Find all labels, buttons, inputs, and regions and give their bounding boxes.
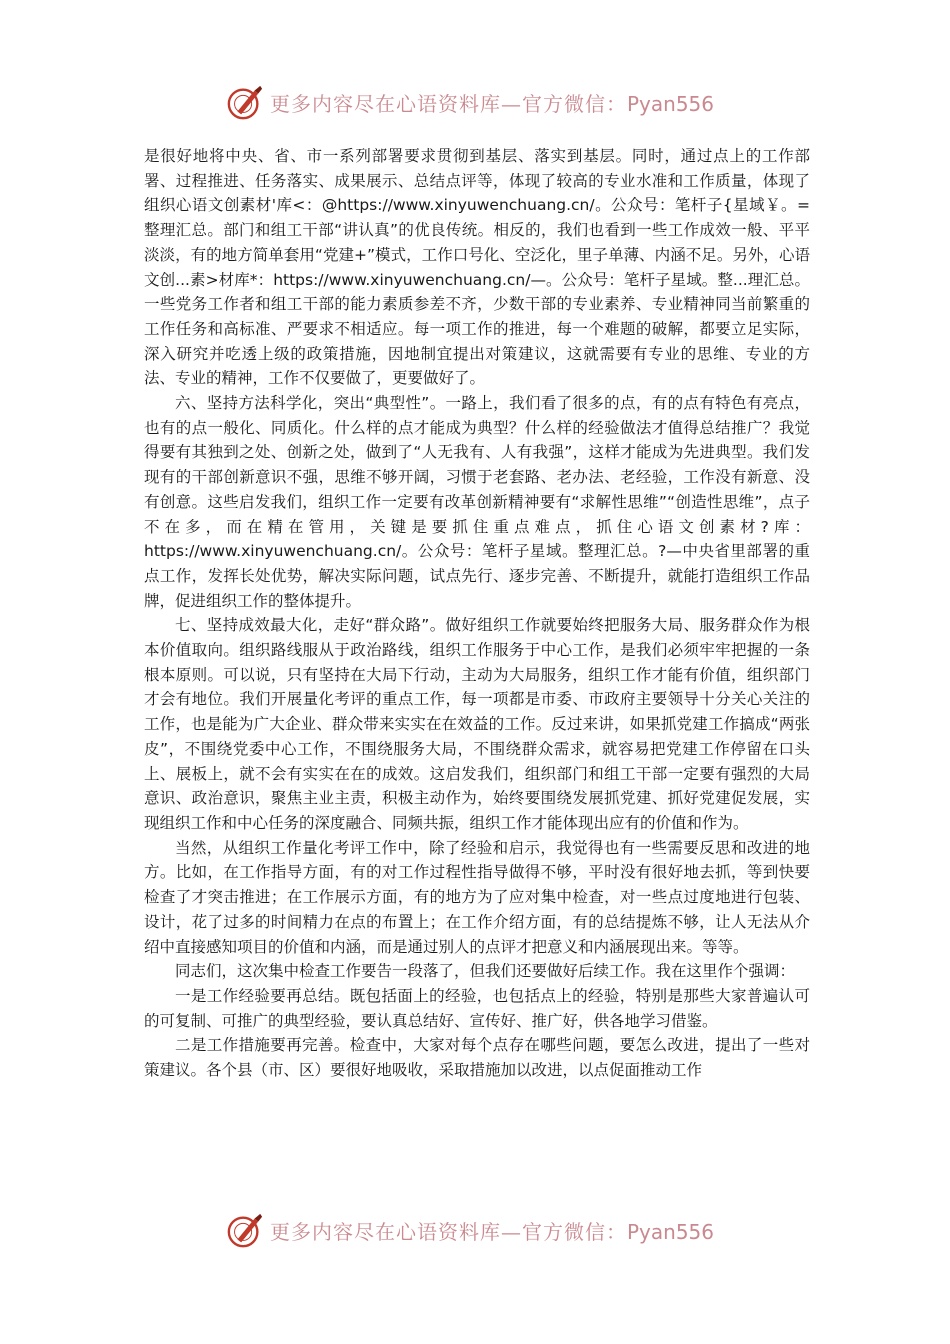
paragraph: 是很好地将中央、省、市一系列部署要求贯彻到基层、落实到基层。同时，通过点上的工作部署、过程推进、任务落实、成果展示、总结点评等，体现了较高的专业水准和工作质量，体现了组织心语文创素材'库<：@https://www.xinyuwenchuang.cn/。公众号：笔杆子{星域￥。=整理汇总。部门和组工干部“讲认真”的优良传统。相反的，我们也看到一些工作成效一般、平平淡淡，有的地方简单套用“党建+”模式，工作口号化、空泛化，里子单薄、内涵不足。另外，心语文创...素>材库*：https://www.xinyuwenchuang.cn/—。公众号：笔杆子星域。整...理汇总。一些党务工作者和组工干部的能力素质参差不齐，少数干部的专业素养、专业精神同当前繁重的工作任务和高标准、严要求不相适应。每一项工作的推进，每一个难题的破解，都要立足实际，深入研究并吃透上级的政策措施，因地制宜提出对策建议，这就需要有专业的思维、专业的方法、专业的精神，工作不仅要做了，更要做好了。 bbox=[144, 147, 810, 388]
footer-banner-id: Pyan556 bbox=[627, 1219, 715, 1244]
document-body bbox=[144, 144, 810, 1083]
pen-logo-icon bbox=[226, 83, 264, 121]
header-banner bbox=[226, 82, 726, 122]
header-banner-id: Pyan556 bbox=[627, 91, 715, 116]
paragraph-section-7: 七、坚持成效最大化，走好“群众路”。做好组织工作就要始终把服务大局、服务群众作为根本价值取向。组织路线服从于政治路线，组织工作服务于中心工作，是我们必须牢牢把握的一条根本原则。可以说，只有坚持在大局下行动，主动为大局服务，组织工作才能有价值，组织部门才会有地位。我们开展量化考评的重点工作，每一项都是市委、市政府主要领导十分关心关注的工作，也是能为广大企业、群众带来实实在在效益的工作。反过来讲，如果抓党建工作搞成“两张皮”，不围绕党委中心工作，不围绕服务大局，不围绕群众需求，就容易把党建工作停留在口头上、展板上，就不会有实实在在的成效。这启发我们，组织部门和组工干部一定要有强烈的大局意识、政治意识，聚焦主业主责，积极主动作为，始终要围绕发展抓党建、抓好党建促发展，实现组织工作和中心任务的深度融合、同频共振，组织工作才能体现出应有的价值和作为。 bbox=[144, 616, 810, 832]
paragraph-point-1: 一是工作经验要再总结。既包括面上的经验，也包括点上的经验，特别是那些大家普遍认可的可复制、可推广的典型经验，要认真总结好、宣传好、推广好，供各地学习借鉴。 bbox=[144, 986, 810, 1030]
pen-logo-icon bbox=[226, 1211, 264, 1249]
footer-banner bbox=[226, 1210, 726, 1250]
paragraph-point-2: 二是工作措施要再完善。检查中，大家对每个点存在哪些问题，要怎么改进，提出了一些对策建议。各个县（市、区）要很好地吸收，采取措施加以改进，以点促面推动工作 bbox=[144, 1036, 810, 1080]
paragraph-reflection: 当然，从组织工作量化考评工作中，除了经验和启示，我觉得也有一些需要反思和改进的地方。比如，在工作指导方面，有的对工作过程性指导做得不够，平时没有很好地去抓，等到快要检查了才突击推进；在工作展示方面，有的地方为了应对集中检查，对一些点过度地进行包装、设计，花了过多的时间精力在点的布置上；在工作介绍方面，有的总结提炼不够，让人无法从介绍中直接感知项目的价值和内涵，而是通过别人的点评才把意义和内涵展现出来。等等。 bbox=[144, 838, 810, 956]
paragraph-section-6: 六、坚持方法科学化，突出“典型性”。一路上，我们看了很多的点，有的点有特色有亮点，也有的点一般化、同质化。什么样的点才能成为典型？什么样的经验做法才值得总结推广？我觉得要有其独到之处、创新之处，做到了“人无我有、人有我强”，这样才能成为先进典型。我们发现有的干部创新意识不强，思维不够开阔，习惯于老套路、老办法、老经验，工作没有新意、没有创意。这些启发我们，组织工作一定要有改革创新精神要有“求解性思维”“创造性思维”，点子不在多，而在精在管用，关键是要抓住重点难点，抓住心语文创素材?库：https://www.xinyuwenchuang.cn/。公众号：笔杆子星域。整理汇总。?—中央省里部署的重点工作，发挥长处优势，解决实际问题，试点先行、逐步完善、不断提升，就能打造组织工作品牌，促进组织工作的整体提升。 bbox=[144, 394, 810, 610]
header-banner-text: 更多内容尽在心语资料库—官方微信：Pyan556 bbox=[270, 91, 715, 116]
footer-banner-text: 更多内容尽在心语资料库—官方微信：Pyan556 bbox=[270, 1219, 715, 1244]
paragraph-closing: 同志们，这次集中检查工作要告一段落了，但我们还要做好后续工作。我在这里作个强调： bbox=[175, 962, 796, 981]
